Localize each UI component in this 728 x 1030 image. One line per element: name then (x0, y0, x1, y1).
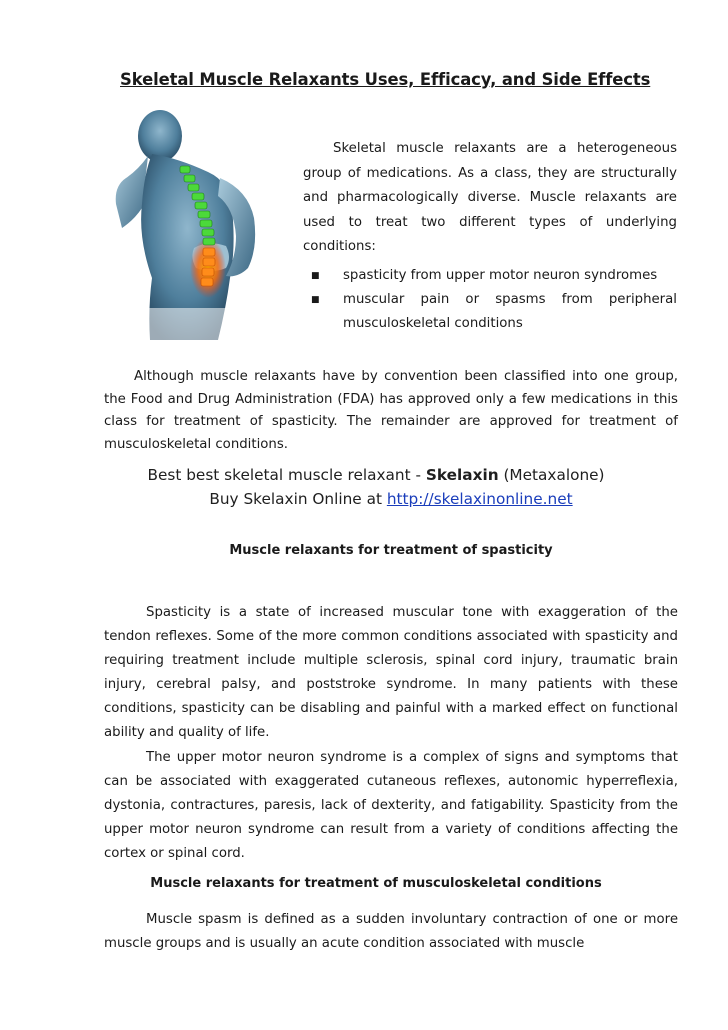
classification-paragraph: Although muscle relaxants have by convention been classified into one group, the Food and Drug Administration (FDA) has approved only a few medications in this class for treatment of spasticity. The remainder are approved for treatment of musculoskeletal conditions. (104, 369, 678, 452)
section-heading-spasticity: Muscle relaxants for treatment of spasticity (229, 543, 553, 558)
spasticity-paragraph: Spasticity is a state of increased muscular tone with exaggeration of the tendon reflexes. Some of the more common conditions associated with spasticity and requiring treatment include multiple sclerosis, spinal cord injury, traumatic brain injury, cerebral palsy, and poststroke syndrome. In many patients with these conditions, spasticity can be disabling and painful with a marked effect on functional ability and quality of life. (104, 605, 678, 740)
promo-prefix: Best best skeletal muscle relaxant - (147, 466, 426, 484)
list-item-text: spasticity from upper motor neuron syndromes (343, 268, 658, 283)
page-title: Skeletal Muscle Relaxants Uses, Efficacy, and Side Effects (120, 70, 651, 89)
condition-list (303, 264, 677, 336)
promo-link[interactable]: http://skelaxinonline.net (386, 490, 573, 508)
promo-line-2 (209, 490, 572, 508)
section-heading-musculoskeletal: Muscle relaxants for treatment of musculoskeletal conditions (150, 876, 602, 891)
list-item-text: muscular pain or spasms from peripheral musculoskeletal conditions (343, 292, 677, 331)
muscle-spasm-paragraph: Muscle spasm is defined as a sudden involuntary contraction of one or more muscle groups and is usually an acute condition associated with muscle (104, 912, 678, 951)
back-spine-pain-icon (108, 108, 298, 340)
list-item (303, 264, 677, 288)
promo-line-1 (104, 463, 678, 487)
promo-brand: Skelaxin (425, 466, 499, 484)
upper-motor-neuron-paragraph: The upper motor neuron syndrome is a complex of signs and symptoms that can be associated with exaggerated cutaneous reflexes, autonomic hyperreflexia, dystonia, contractures, paresis, lack of dexterity, and fatigability. Spasticity from the upper motor neuron syndrome can result from a variety of conditions affecting the cortex or spinal cord. (104, 750, 678, 861)
promo-generic: (Metaxalone) (498, 466, 605, 484)
list-item (303, 288, 677, 336)
bullet-icon: ■ (311, 271, 320, 281)
intro-paragraph: Skeletal muscle relaxants are a heterogeneous group of medications. As a class, they are structurally and pharmacologically diverse. Muscle relaxants are used to treat two different types of underlying conditions: (303, 141, 677, 254)
promo-buy-text: Buy Skelaxin Online at (209, 490, 387, 508)
bullet-icon: ■ (311, 295, 320, 305)
promo-block (104, 463, 678, 511)
